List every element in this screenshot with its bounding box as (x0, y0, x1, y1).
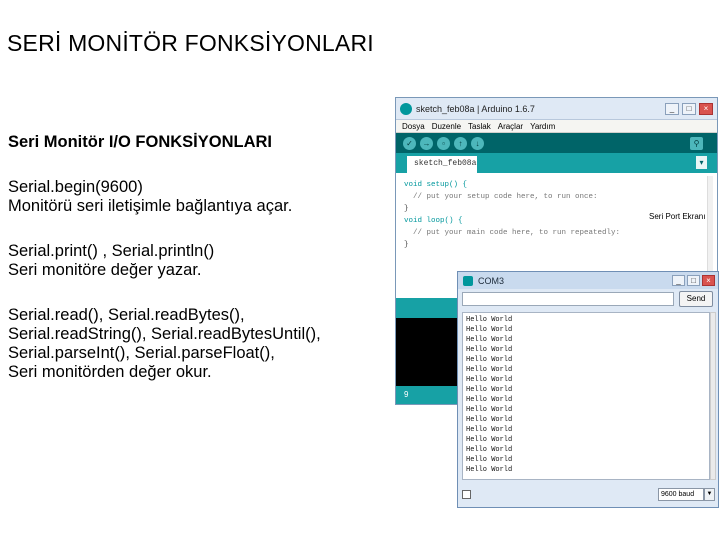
menu-taslak[interactable]: Taslak (468, 122, 491, 131)
line-number: 9 (404, 390, 409, 399)
send-button[interactable]: Send (679, 291, 713, 307)
output-line: Hello World (466, 436, 513, 444)
code-line: } (404, 241, 409, 249)
begin-item (8, 178, 388, 216)
item-description: Seri monitörden değer okur. (8, 363, 212, 381)
slide-content (8, 133, 388, 408)
minimize-button[interactable]: _ (665, 103, 679, 115)
serial-monitor-title: COM3 (478, 275, 505, 286)
item-code: Serial.begin(9600) (8, 178, 143, 196)
save-icon[interactable]: ↓ (471, 137, 484, 150)
section-heading: Seri Monitör I/O FONKSİYONLARI (8, 133, 273, 151)
tab-sketch[interactable]: sketch_feb08a (407, 156, 477, 173)
ide-menubar (396, 120, 717, 133)
output-line: Hello World (466, 426, 513, 434)
item-code: Serial.read(), Serial.readBytes(), (8, 306, 245, 324)
arduino-logo-icon (463, 276, 473, 286)
open-icon[interactable]: ↑ (454, 137, 467, 150)
serial-monitor-icon[interactable]: ⚲ (690, 137, 703, 150)
baud-rate-select[interactable]: 9600 baud (658, 488, 704, 501)
chevron-down-icon[interactable]: ▼ (704, 488, 715, 501)
output-line: Hello World (466, 416, 513, 424)
code-line: // put your main code here, to run repeatedly: (404, 229, 621, 237)
ide-tabbar (396, 153, 717, 173)
code-line: } (404, 205, 409, 213)
output-line: Hello World (466, 466, 513, 474)
upload-icon[interactable]: → (420, 137, 433, 150)
output-scrollbar[interactable] (710, 312, 716, 480)
tab-menu-icon[interactable]: ▾ (696, 156, 707, 169)
code-line: void loop() { (404, 217, 463, 225)
output-line: Hello World (466, 396, 513, 404)
minimize-button[interactable]: _ (672, 275, 685, 286)
code-line: // put your setup code here, to run once: (404, 193, 598, 201)
serial-monitor-window (457, 271, 719, 508)
maximize-button[interactable]: □ (682, 103, 696, 115)
item-description: Seri monitöre değer yazar. (8, 261, 202, 279)
ide-titlebar (396, 98, 717, 120)
verify-icon[interactable]: ✓ (403, 137, 416, 150)
item-description: Monitörü seri iletişimle bağlantıya açar. (8, 197, 293, 215)
menu-yardim[interactable]: Yardım (530, 122, 556, 131)
output-line: Hello World (466, 456, 513, 464)
slide-title: SERİ MONİTÖR FONKSİYONLARI (7, 30, 374, 56)
print-item (8, 242, 388, 280)
autoscroll-checkbox[interactable] (462, 490, 471, 499)
close-button[interactable]: × (699, 103, 713, 115)
output-line: Hello World (466, 376, 513, 384)
maximize-button[interactable]: □ (687, 275, 700, 286)
output-line: Hello World (466, 366, 513, 374)
serial-output (462, 312, 710, 480)
serial-input[interactable] (462, 292, 674, 306)
serial-port-annotation: Seri Port Ekranı (649, 212, 706, 221)
output-line: Hello World (466, 386, 513, 394)
menu-araclar[interactable]: Araçlar (497, 122, 524, 131)
output-line: Hello World (466, 356, 513, 364)
output-line: Hello World (466, 346, 513, 354)
arduino-logo-icon (400, 103, 412, 115)
output-line: Hello World (466, 316, 513, 324)
serial-monitor-footer (462, 486, 716, 504)
output-line: Hello World (466, 336, 513, 344)
read-item (8, 306, 388, 382)
item-code: Serial.readString(), Serial.readBytesUntil(), (8, 325, 321, 343)
menu-dosya[interactable]: Dosya (402, 122, 425, 131)
output-line: Hello World (466, 446, 513, 454)
ide-window-title: sketch_feb08a | Arduino 1.6.7 (416, 103, 535, 114)
item-code: Serial.print() , Serial.println() (8, 242, 215, 260)
ide-toolbar (396, 133, 717, 153)
menu-duzenle[interactable]: Duzenle (431, 122, 462, 131)
new-icon[interactable]: ▫ (437, 137, 450, 150)
code-line: void setup() { (404, 181, 468, 189)
item-code: Serial.parseInt(), Serial.parseFloat(), (8, 344, 275, 362)
output-line: Hello World (466, 326, 513, 334)
output-line: Hello World (466, 406, 513, 414)
serial-monitor-titlebar (458, 272, 718, 289)
close-button[interactable]: × (702, 275, 715, 286)
